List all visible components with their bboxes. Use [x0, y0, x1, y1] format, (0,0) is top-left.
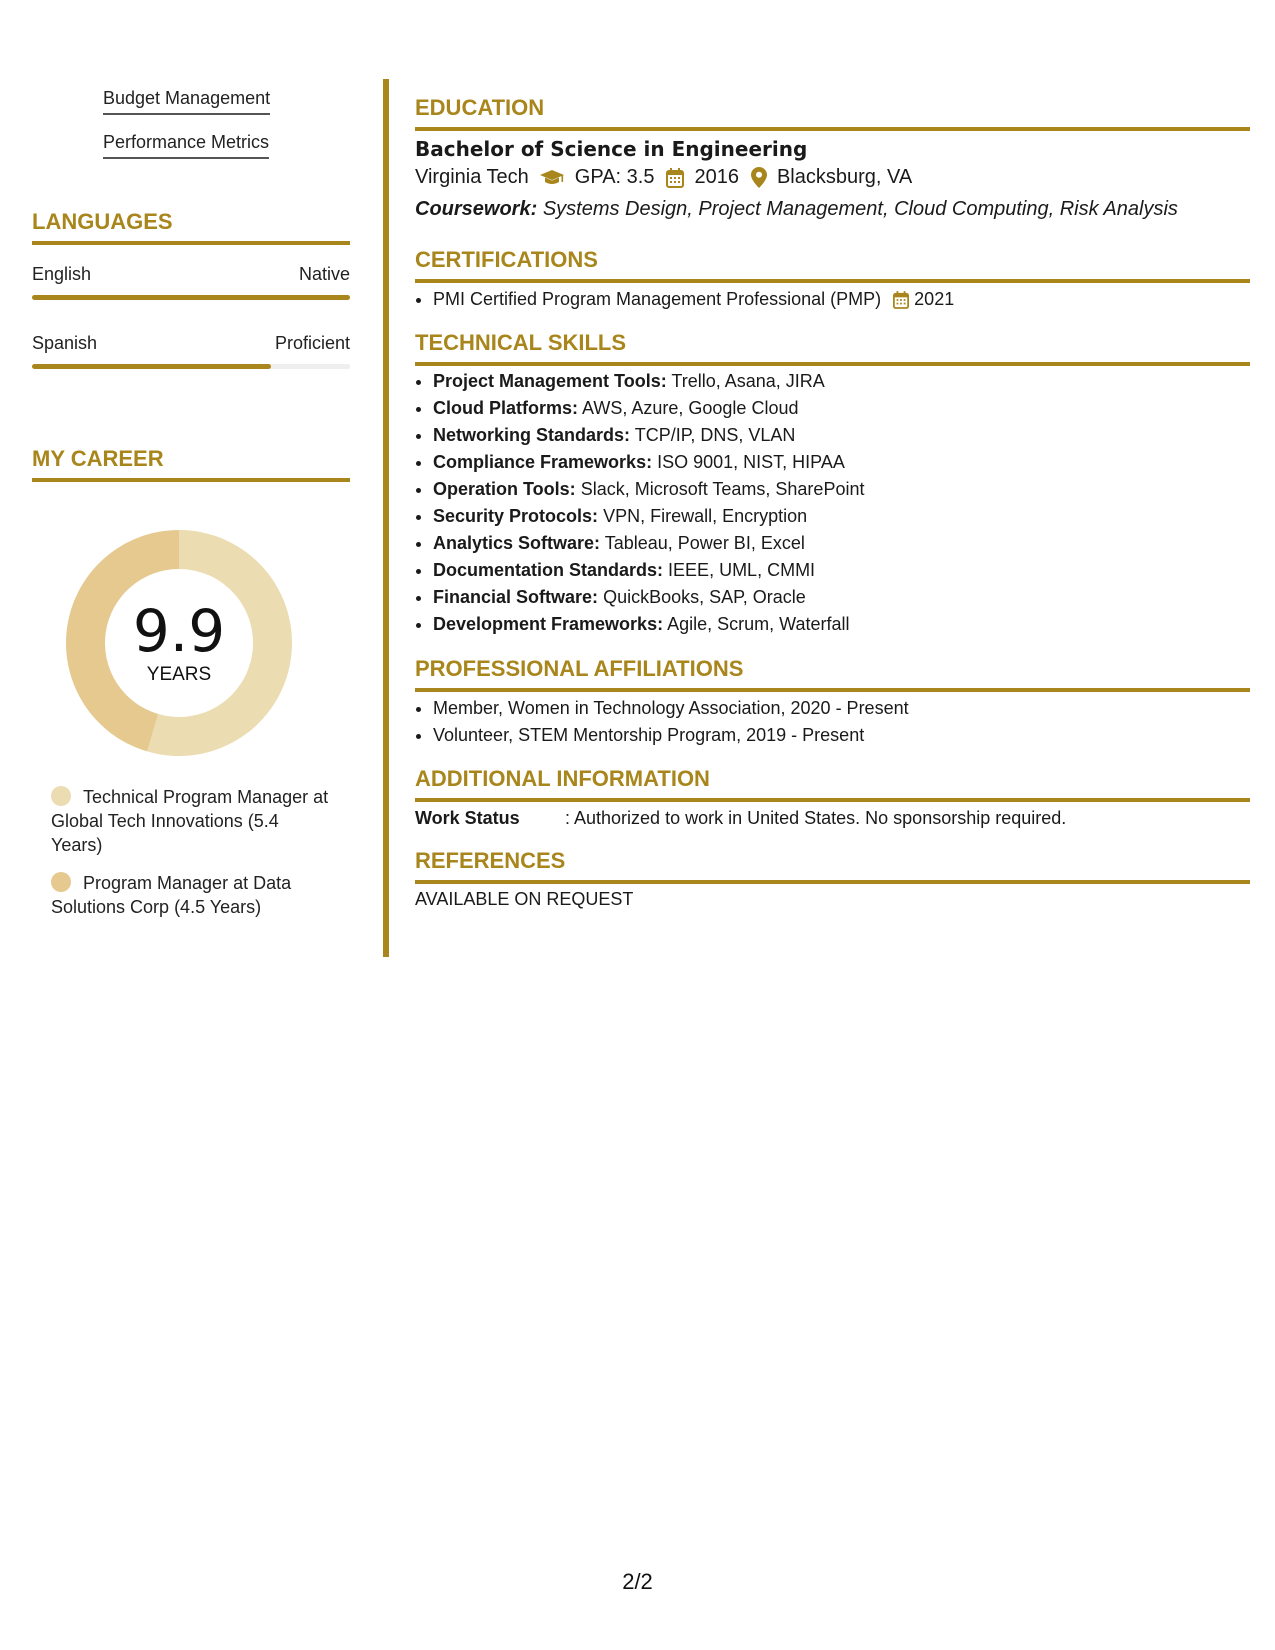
affiliations-section-title: PROFESSIONAL AFFILIATIONS [415, 656, 1250, 692]
skill-value: VPN, Firewall, Encryption [603, 506, 808, 526]
calendar-icon [666, 168, 684, 188]
career-total-years: 9.9 [132, 597, 226, 665]
career-section-title: MY CAREER [32, 446, 350, 482]
career-total-unit: YEARS [146, 664, 212, 685]
skill-label: Project Management Tools: [433, 371, 667, 391]
list-item [433, 476, 864, 503]
references-section-title: REFERENCES [415, 848, 1250, 884]
language-name: Spanish [32, 333, 98, 353]
page-number: 2/2 [622, 1569, 653, 1594]
skill-label: Financial Software: [433, 587, 599, 607]
languages-section-title: LANGUAGES [32, 209, 350, 245]
legend-dot [51, 786, 71, 806]
coursework-label: Coursework: [415, 198, 538, 220]
education-degree: Bachelor of Science in Engineering [415, 137, 808, 161]
affiliations-list [415, 695, 909, 749]
skill-label: Cloud Platforms: [433, 398, 579, 418]
list-item [433, 530, 864, 557]
education-year: 2016 [694, 166, 739, 188]
list-item [433, 584, 864, 611]
skill-label: Compliance Frameworks: [433, 452, 653, 472]
career-role-label: Program Manager at Data Solutions Corp (4.5 Years) [51, 873, 292, 917]
certification-year: 2021 [914, 289, 955, 309]
skill-label: Analytics Software: [433, 533, 601, 553]
skill-label: Security Protocols: [433, 506, 599, 526]
skill-value: IEEE, UML, CMMI [668, 560, 816, 580]
skill-value: TCP/IP, DNS, VLAN [634, 425, 796, 445]
career-legend-item [51, 785, 331, 857]
graduation-cap-icon [539, 169, 565, 187]
list-item [433, 557, 864, 584]
skill-value: Slack, Microsoft Teams, SharePoint [580, 479, 865, 499]
list-item: • Volunteer, STEM Mentorship Program, 2019 - Present [433, 722, 909, 749]
technical-skills-list [415, 368, 864, 638]
language-bar-fill [32, 295, 350, 300]
education-section-title: EDUCATION [415, 95, 1250, 131]
references-text: AVAILABLE ON REQUEST [415, 889, 634, 909]
language-row-english [32, 264, 350, 285]
certification-name: • PMI Certified Program Management Professional (PMP) [433, 289, 882, 309]
list-item [433, 503, 864, 530]
list-item [433, 286, 954, 313]
calendar-icon [893, 291, 909, 309]
career-legend-item [51, 871, 331, 919]
technical-skills-section-title: TECHNICAL SKILLS [415, 330, 1250, 366]
language-level: Proficient [274, 333, 350, 353]
coursework-value: Systems Design, Project Management, Cloud Computing, Risk Analysis [542, 198, 1178, 220]
skill-value: QuickBooks, SAP, Oracle [603, 587, 806, 607]
education-details [415, 166, 912, 189]
language-bar-spanish [32, 364, 350, 369]
skill-label: Development Frameworks: [433, 614, 664, 634]
skill-label: Networking Standards: [433, 425, 631, 445]
career-donut-chart [66, 530, 292, 756]
list-item [433, 368, 864, 395]
skill-item-performance-metrics: Performance Metrics [103, 132, 269, 159]
career-role-label: Technical Program Manager at Global Tech Innovations (5.4 Years) [51, 787, 329, 855]
language-row-spanish [32, 333, 350, 354]
certification-item [433, 286, 954, 313]
location-pin-icon [751, 167, 767, 188]
additional-info-section-title: ADDITIONAL INFORMATION [415, 766, 1250, 802]
language-level: Native [298, 264, 350, 284]
list-item [433, 422, 864, 449]
language-bar-fill [32, 364, 271, 369]
education-coursework [415, 198, 1178, 221]
skill-value: Trello, Asana, JIRA [671, 371, 825, 391]
skill-value: Agile, Scrum, Waterfall [667, 614, 850, 634]
skill-label: Documentation Standards: [433, 560, 664, 580]
skill-label: Operation Tools: [433, 479, 576, 499]
list-item [433, 611, 864, 638]
skill-value: ISO 9001, NIST, HIPAA [657, 452, 845, 472]
list-item [433, 449, 864, 476]
career-donut-center [66, 530, 292, 756]
work-status-value: : Authorized to work in United States. No sponsorship required. [565, 808, 1067, 828]
education-location: Blacksburg, VA [776, 166, 913, 188]
skill-value: Tableau, Power BI, Excel [604, 533, 805, 553]
list-item: • Member, Women in Technology Association, 2020 - Present [433, 695, 909, 722]
column-divider [383, 79, 389, 957]
education-gpa: GPA: 3.5 [574, 166, 655, 188]
legend-dot [51, 872, 71, 892]
list-item [433, 395, 864, 422]
certifications-list [415, 286, 954, 313]
work-status-row [415, 808, 1066, 829]
education-school: Virginia Tech [415, 166, 529, 188]
language-name: English [32, 264, 92, 284]
certifications-section-title: CERTIFICATIONS [415, 247, 1250, 283]
skill-value: AWS, Azure, Google Cloud [582, 398, 799, 418]
language-bar-english [32, 295, 350, 300]
work-status-label: Work Status [415, 808, 520, 828]
skill-item-budget-management: Budget Management [103, 88, 270, 115]
